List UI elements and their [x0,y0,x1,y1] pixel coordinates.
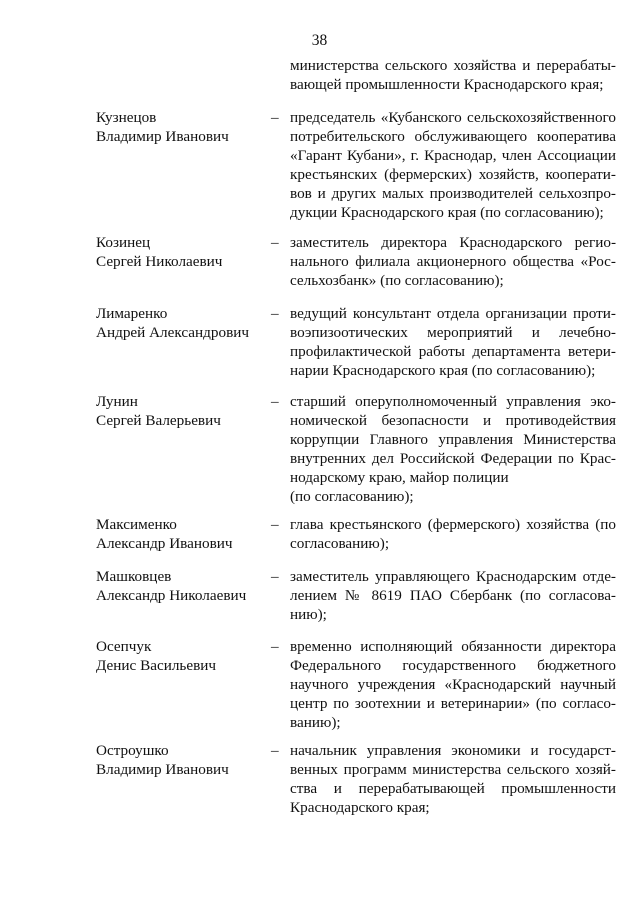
member-name [96,741,271,779]
dash-separator: – [271,393,279,410]
member-role [290,637,616,732]
member-name [96,637,271,675]
text-line: центр по зоотехнии и ветеринарии» (по согласо- [290,695,616,712]
text-line: ства и перерабатывающей промышленности [290,780,616,797]
member-name [96,392,271,430]
member-given-names: Владимир Иванович [96,128,229,145]
member-role [290,515,616,553]
text-line: внутренних дел Российской Федерации по Крас- [290,450,616,467]
member-name [96,567,271,605]
text-line: старший оперуполномоченный управления эко- [290,393,616,410]
text-line: вающей промышленности Краснодарского края; [290,76,604,93]
text-line: «Гарант Кубани», г. Краснодар, член Ассоциации [290,147,616,164]
member-role [290,233,616,290]
text-line: дукции Краснодарского края (по согласованию); [290,204,604,221]
text-line: заместитель директора Краснодарского регио- [290,234,616,251]
text-line: нального филиала акционерного общества «Рос- [290,253,616,270]
text-line: временно исполняющий обязанности директора [290,638,616,655]
member-given-names: Андрей Александрович [96,324,250,341]
dash-separator: – [271,568,279,585]
text-line: заместитель управляющего Краснодарским отде- [290,568,616,585]
member-given-names: Денис Васильевич [96,657,217,674]
continuation-text [290,56,616,94]
text-line: воэпизоотических мероприятий и лечебно- [290,324,616,341]
text-line: нию); [290,606,327,623]
text-line: глава крестьянского (фермерского) хозяйства (по [290,516,616,533]
dash-separator: – [271,638,279,655]
text-line: Краснодарского края; [290,799,430,816]
dash-separator: – [271,234,279,251]
text-line: научного учреждения «Краснодарский научный [290,676,616,693]
text-line: вов и других малых производителей сельхозпро- [290,185,616,202]
dash-separator: – [271,742,279,759]
text-line: (по согласованию); [290,488,414,505]
member-role [290,567,616,624]
dash-separator: – [271,109,279,126]
member-name [96,108,271,146]
text-line: ванию); [290,714,341,731]
text-line: согласованию); [290,535,390,552]
dash-separator: – [271,516,279,533]
page-number: 38 [311,32,328,49]
member-surname: Остроушко [96,742,169,759]
member-role [290,108,616,222]
text-line: председатель «Кубанского сельскохозяйственного [290,109,616,126]
member-given-names: Владимир Иванович [96,761,229,778]
text-line: сельхозбанк» (по согласованию); [290,272,504,289]
text-line: министерства сельского хозяйства и перерабаты- [290,57,616,74]
member-name [96,304,271,342]
text-line: нарии Краснодарского края (по согласованию); [290,362,596,379]
text-line: потребительского обслуживающего кооператива [290,128,616,145]
member-surname: Машковцев [96,568,172,585]
member-surname: Максименко [96,516,177,533]
text-line: нодарскому краю, майор полиции [290,469,509,486]
member-surname: Лимаренко [96,305,168,322]
member-role [290,304,616,380]
member-surname: Кузнецов [96,109,157,126]
text-line: профилактической работы департамента ветери- [290,343,616,360]
text-line: крестьянских (фермерских) хозяйств, кооперати- [290,166,616,183]
text-line: коррупции Главного управления Министерства [290,431,616,448]
text-line: лением № 8619 ПАО Сбербанк (по согласова- [290,587,616,604]
member-given-names: Сергей Николаевич [96,253,223,270]
member-surname: Осепчук [96,638,152,655]
member-role [290,392,616,506]
member-role [290,741,616,817]
member-given-names: Александр Николаевич [96,587,247,604]
member-name [96,233,271,271]
member-name [96,515,271,553]
member-given-names: Сергей Валерьевич [96,412,221,429]
member-surname: Козинец [96,234,151,251]
member-surname: Лунин [96,393,138,410]
dash-separator: – [271,305,279,322]
text-line: ведущий консультант отдела организации проти- [290,305,616,322]
text-line: венных программ министерства сельского хозяй- [290,761,616,778]
text-line: начальник управления экономики и государст- [290,742,616,759]
member-given-names: Александр Иванович [96,535,233,552]
text-line: Федерального государственного бюджетного [290,657,616,674]
text-line: номической безопасности и противодействия [290,412,616,429]
